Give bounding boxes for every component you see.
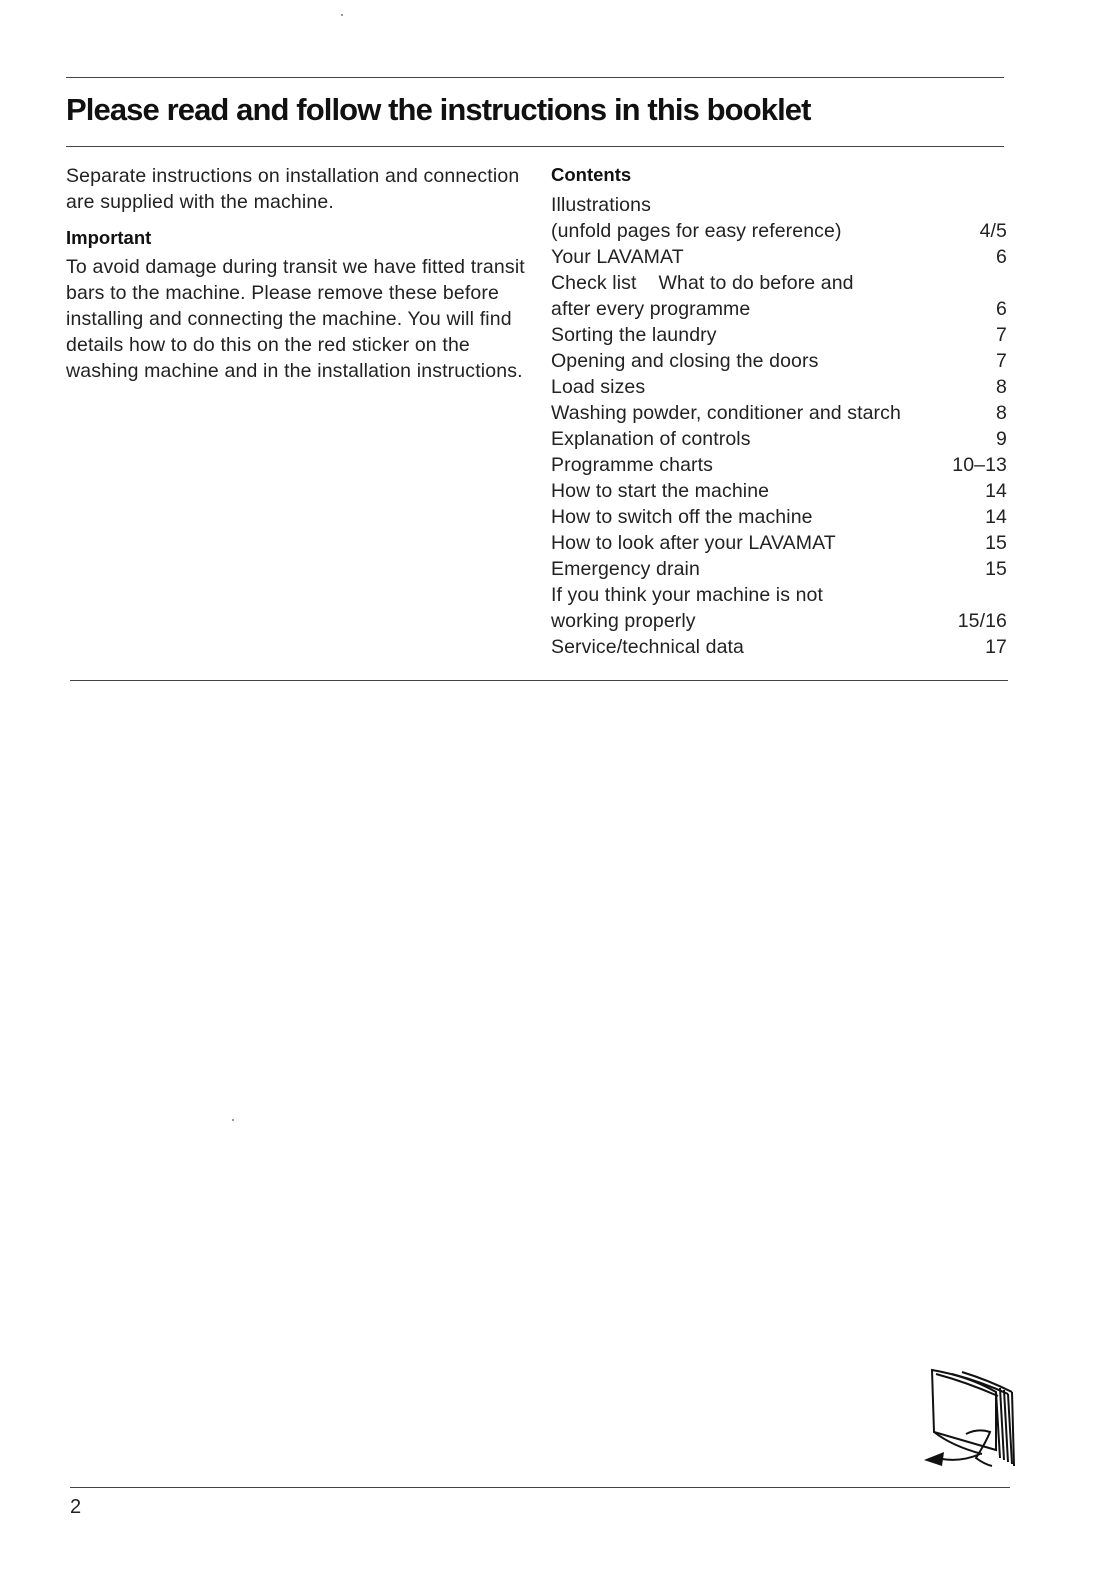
contents-item-page: 14 [985, 506, 1007, 528]
contents-item-title [551, 478, 769, 504]
contents-item-page: 15/16 [957, 610, 1007, 632]
page-number: 2 [70, 1496, 82, 1518]
contents-item-label: Explanation of controls [551, 428, 751, 450]
contents-item-label: Programme charts [551, 454, 713, 476]
contents-item [551, 374, 1007, 400]
contents-item-title [551, 270, 854, 296]
print-speck [341, 14, 343, 16]
contents-item-label: after every programme [551, 298, 751, 320]
booklet-icon [922, 1362, 1018, 1472]
contents-item-label: How to switch off the machine [551, 506, 813, 528]
contents-item-title [551, 218, 842, 244]
intro-column [66, 163, 526, 384]
top-rule [66, 77, 1004, 78]
contents-item-page: 7 [996, 350, 1007, 372]
contents-list [551, 192, 1007, 660]
contents-item [551, 244, 1007, 270]
contents-heading: Contents [551, 164, 632, 185]
contents-item [551, 218, 1007, 244]
contents-item-label: Check list [551, 272, 637, 294]
contents-item [551, 426, 1007, 452]
contents-item-title [551, 322, 717, 348]
contents-item-page: 6 [996, 246, 1007, 268]
contents-item [551, 348, 1007, 374]
contents-item-page: 4/5 [979, 220, 1007, 242]
page-title: Please read and follow the instructions in this booklet [66, 92, 811, 127]
contents-item-page: 17 [985, 636, 1007, 658]
title-rule [66, 146, 1004, 147]
contents-item-page: 10–13 [952, 454, 1007, 476]
contents-item [551, 400, 1007, 426]
contents-item-title [551, 582, 823, 608]
contents-item-label: Washing powder, conditioner and starch [551, 402, 901, 424]
contents-item-title [551, 530, 836, 556]
section-end-rule [70, 680, 1008, 681]
contents-item [551, 582, 1007, 608]
contents-item [551, 556, 1007, 582]
intro-paragraph: Separate instructions on installation and connection are supplied with the machine. [66, 165, 520, 213]
contents-item-page: 8 [996, 402, 1007, 424]
contents-item [551, 634, 1007, 660]
contents-item-label: Emergency drain [551, 558, 700, 580]
contents-item-page: 6 [996, 298, 1007, 320]
contents-item-title [551, 556, 700, 582]
contents-item-label: Load sizes [551, 376, 646, 398]
contents-item-page: 9 [996, 428, 1007, 450]
contents-item [551, 608, 1007, 634]
contents-item-page: 8 [996, 376, 1007, 398]
contents-item [551, 270, 1007, 296]
contents-item [551, 530, 1007, 556]
contents-item-page: 15 [985, 532, 1007, 554]
important-paragraph: To avoid damage during transit we have fitted transit bars to the machine. Please remove these before installing and connecting the machine. You will find details how to do this on the red sticker on the washing machine and in the installation instructions. [66, 256, 525, 382]
important-heading: Important [66, 227, 152, 248]
contents-item-label: Service/technical data [551, 636, 744, 658]
contents-item [551, 192, 1007, 218]
contents-item-label: Sorting the laundry [551, 324, 717, 346]
contents-item [551, 452, 1007, 478]
contents-item-label: working properly [551, 610, 696, 632]
footer-rule [70, 1487, 1010, 1488]
contents-item-page: 14 [985, 480, 1007, 502]
print-speck [232, 1119, 234, 1121]
contents-item-title [551, 634, 744, 660]
contents-item-label: How to look after your LAVAMAT [551, 532, 836, 554]
contents-item-label: (unfold pages for easy reference) [551, 220, 842, 242]
contents-item-title [551, 296, 750, 322]
contents-item-title [551, 400, 901, 426]
contents-item [551, 322, 1007, 348]
contents-item-title [551, 192, 651, 218]
contents-item-title [551, 426, 751, 452]
contents-item-title [551, 244, 684, 270]
contents-item-label-extra: What to do before and [658, 272, 854, 294]
contents-item-label: How to start the machine [551, 480, 770, 502]
contents-item-page: 7 [996, 324, 1007, 346]
contents-item-title [551, 608, 696, 634]
contents-item-label: If you think your machine is not [551, 584, 824, 606]
contents-item-label: Opening and closing the doors [551, 350, 819, 372]
contents-item-title [551, 374, 645, 400]
contents-item-label: Your LAVAMAT [551, 246, 684, 268]
contents-item [551, 478, 1007, 504]
contents-item [551, 504, 1007, 530]
contents-item [551, 296, 1007, 322]
contents-item-label: Illustrations [551, 194, 651, 216]
contents-item-title [551, 348, 818, 374]
contents-column [551, 162, 1007, 660]
contents-item-title [551, 452, 713, 478]
contents-item-page: 15 [985, 558, 1007, 580]
contents-item-title [551, 504, 813, 530]
